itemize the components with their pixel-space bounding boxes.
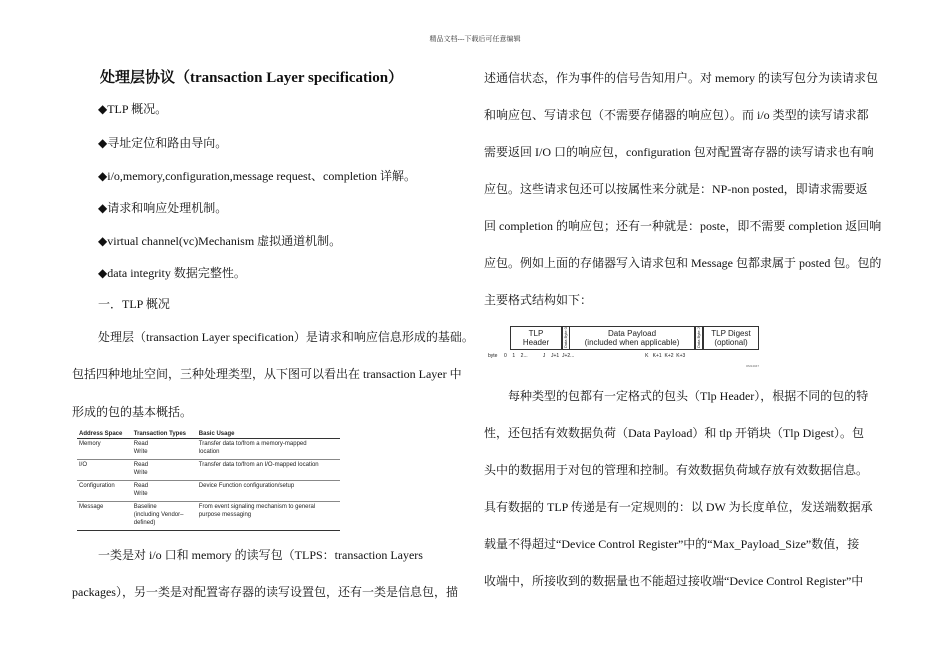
byte-ticks: 0 1 2... J J+1 J+2... K K+1 K+2 K+3 [504,353,686,359]
usage-line: From event signaling mechanism to general [198,504,316,510]
table-header-cell: Basic Usage [197,430,340,439]
box-label: Header [522,338,550,347]
type-line: Baseline [133,504,157,510]
paragraph-line: 主要格式结构如下： [484,293,593,307]
type-line: (including Vendor– [133,512,184,518]
box-label: (included when applicable) [584,338,680,347]
paragraph-line: 述通信状态，作为事件的信号告知用户。对 memory 的读写包分为读请求包 [484,71,878,85]
byte-axis-label: byte [488,353,498,359]
data-byte-end: Data Byte J [696,327,701,349]
type-line: Read [133,441,149,447]
tlp-digest-box [703,326,759,350]
table-cell [132,481,197,502]
table-cell: Memory [77,439,132,460]
page-header: 精品文档---下载后可任意编辑 [429,35,521,43]
paragraph-line: packages），另一类是对配置寄存器的读写设置包，还有一类是信息包，描 [72,585,458,599]
box-label: TLP Digest [711,329,751,338]
data-byte-start: Data Byte 0 [563,327,568,349]
table-header-cell: Transaction Types [132,430,197,439]
figure-id: OM14047 [745,364,759,368]
type-line: defined) [133,520,156,526]
bullet-item: ◆i/o,memory,configuration,message request、completion 详解。 [98,169,417,183]
table-cell: Configuration [77,481,132,502]
table-row [77,502,340,531]
paragraph-line: 一类是对 i/o 口和 memory 的读写包（TLPS：transaction Layers [98,548,423,562]
paragraph-line: 包括四种地址空间，三种处理类型，从下图可以看出在 transaction Layer 中 [72,367,462,381]
table-cell [197,460,340,481]
box-label: Data Payload [607,329,657,338]
type-line: Write [133,449,148,455]
type-line: Read [133,483,149,489]
paragraph-line: 应包。这些请求包还可以按属性来分就是：NP-non posted，即请求需要返 [484,182,868,196]
address-space-table [77,430,340,531]
paragraph-line: 应包。例如上面的存储器写入请求包和 Message 包都隶属于 posted 包。包的 [484,256,882,270]
usage-line: Device Function configuration/setup [198,483,295,489]
bullet-item: ◆寻址定位和路由导向。 [98,136,228,150]
box-label: TLP [528,329,544,338]
table-cell [132,502,197,531]
bullet-item: ◆virtual channel(vc)Mechanism 虚拟通道机制。 [98,234,342,248]
paragraph-line: 需要返回 I/O 口的响应包，configuration 包对配置寄存器的读写请求也有响 [484,145,874,159]
type-line: Write [133,470,148,476]
table-header-cell: Address Space [77,430,132,439]
paragraph-line: 处理层（transaction Layer specification）是请求和响应信息形成的基础。 [98,330,474,344]
paragraph-line: 每种类型的包都有一定格式的包头（Tlp Header），根据不同的包的特 [508,389,869,403]
bullet-item: ◆data integrity 数据完整性。 [98,266,246,280]
paragraph-line: 回 completion 的响应包；还有一种就是：poste，即不需要 completion 返回响 [484,219,882,233]
table-row [77,460,340,481]
data-payload-box [570,326,695,350]
paragraph-line: 形成的包的基本概括。 [72,405,193,419]
table-cell [132,439,197,460]
paragraph-line: 载量不得超过“Device Control Register”中的“Max_Payload_Size”数值，接 [484,537,860,551]
tlp-packet-diagram [488,326,759,370]
type-line: Write [133,491,148,497]
usage-line: Transfer data to/from a memory-mapped [198,441,307,447]
table-cell [197,481,340,502]
paragraph-line: 头中的数据用于对包的管理和控制。有效数据负荷域存放有效数据信息。 [484,463,869,477]
page-title: 处理层协议（transaction Layer specification） [100,70,404,86]
paragraph-line: 性，还包括有效数据负荷（Data Payload）和 tlp 开销块（Tlp Digest）。包 [484,426,864,440]
table-cell [132,460,197,481]
section-heading: 一．TLP 概况 [98,297,170,311]
paragraph-line: 具有数据的 TLP 传递是有一定规则的：以 DW 为长度单位，发送端数据承 [484,500,873,514]
tlp-header-box [510,326,562,350]
usage-line: purpose messaging [198,512,252,518]
table-cell [197,439,340,460]
table-cell: Message [77,502,132,531]
table-cell [197,502,340,531]
paragraph-line: 和响应包、写请求包（不需要存储器的响应包）。而 i/o 类型的读写请求都 [484,108,869,122]
bullet-item: ◆TLP 概况。 [98,102,168,116]
table-cell: I/O [77,460,132,481]
type-line: Read [133,462,149,468]
table-header-row [77,430,340,439]
usage-line: Transfer data to/from an I/O-mapped location [198,462,319,468]
box-label: (optional) [714,338,748,347]
paragraph-line: 收端中，所接收到的数据量也不能超过接收端“Device Control Register”中 [484,574,864,588]
usage-line: location [198,449,220,455]
table-row [77,481,340,502]
table-row [77,439,340,460]
bullet-item: ◆请求和响应处理机制。 [98,201,228,215]
